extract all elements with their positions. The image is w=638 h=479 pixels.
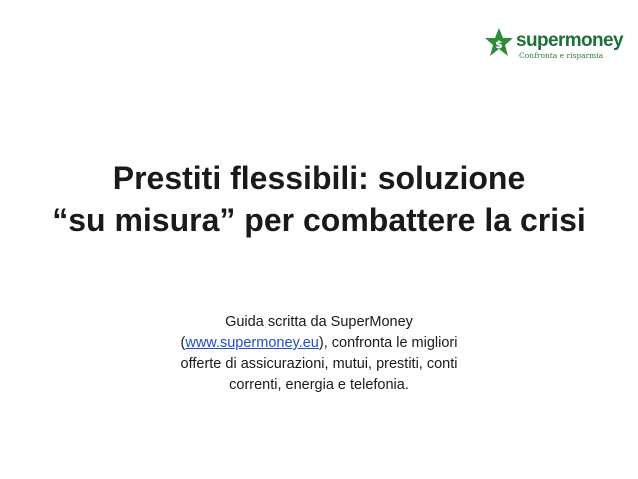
title-line-1: Prestiti flessibili: soluzione bbox=[112, 160, 526, 196]
logo-name: supermoney bbox=[516, 30, 623, 51]
logo-tagline: Confronta e risparmia bbox=[519, 51, 604, 60]
subtitle-line-2: ), confronta le migliori bbox=[318, 335, 458, 351]
subtitle-open-paren: ( bbox=[180, 335, 186, 351]
subtitle-line-4: correnti, energia e telefonia. bbox=[229, 377, 409, 393]
title-line-2: “su misura” per combattere la crisi bbox=[52, 202, 586, 238]
page-title bbox=[0, 157, 638, 241]
subtitle-line-3: offerte di assicurazioni, mutui, prestiti, conti bbox=[180, 356, 458, 372]
star-dollar-icon bbox=[484, 27, 514, 59]
supermoney-link[interactable]: www.supermoney.eu bbox=[185, 335, 319, 351]
supermoney-logo bbox=[484, 27, 624, 63]
svg-text:$: $ bbox=[495, 38, 503, 51]
subtitle-line-1: Guida scritta da SuperMoney bbox=[225, 314, 413, 330]
guide-description bbox=[150, 312, 488, 396]
